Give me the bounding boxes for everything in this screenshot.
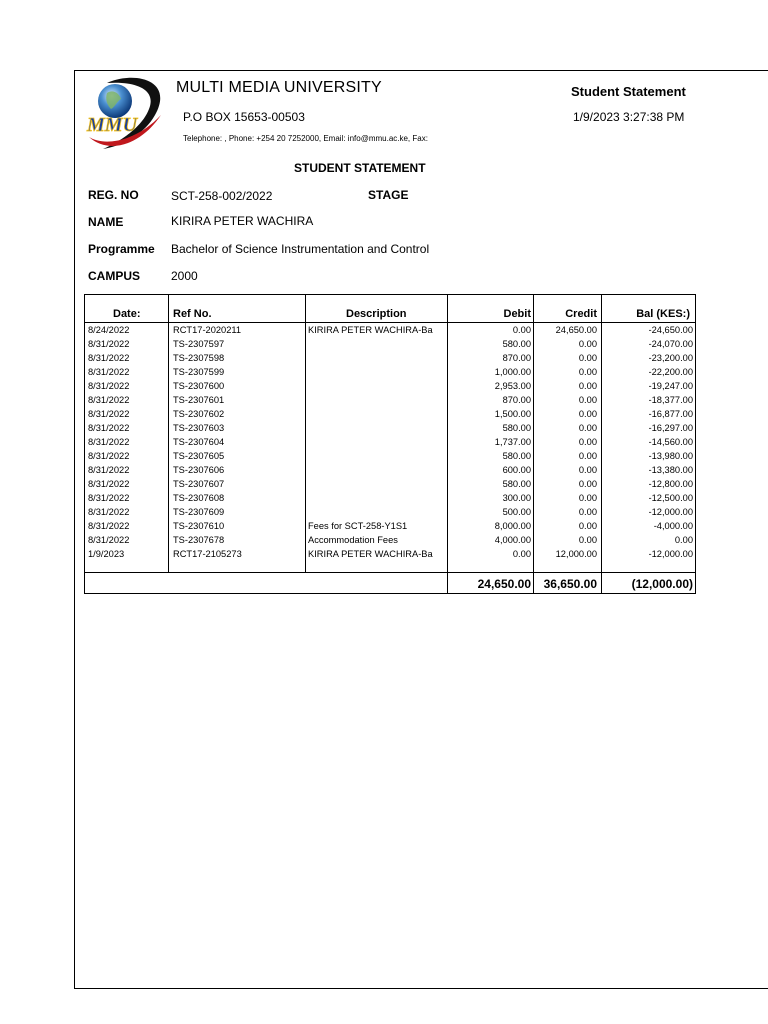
cell-debit: 870.00 <box>502 395 531 405</box>
cell-balance: -23,200.00 <box>648 353 693 363</box>
cell-ref: TS-2307603 <box>173 423 225 433</box>
cell-balance: -24,070.00 <box>648 339 693 349</box>
name-label: NAME <box>88 215 124 229</box>
table-row <box>85 323 695 337</box>
cell-ref: TS-2307598 <box>173 353 225 363</box>
cell-date: 8/31/2022 <box>88 507 130 517</box>
university-name: MULTI MEDIA UNIVERSITY <box>176 79 382 96</box>
totals-divider <box>85 572 695 573</box>
cell-credit: 0.00 <box>578 423 597 433</box>
cell-ref: TS-2307609 <box>173 507 225 517</box>
cell-date: 8/31/2022 <box>88 535 130 545</box>
logo-text: MMU <box>87 114 138 136</box>
total-balance: (12,000.00) <box>631 577 693 591</box>
cell-date: 1/9/2023 <box>88 549 125 559</box>
table-row <box>85 421 695 435</box>
cell-debit: 0.00 <box>512 549 531 559</box>
header-debit: Debit <box>503 308 531 320</box>
cell-date: 8/31/2022 <box>88 465 130 475</box>
table-row <box>85 505 695 519</box>
cell-credit: 0.00 <box>578 493 597 503</box>
cell-balance: -14,560.00 <box>648 437 693 447</box>
cell-description: KIRIRA PETER WACHIRA-Ba <box>308 549 433 559</box>
cell-ref: TS-2307601 <box>173 395 225 405</box>
name-value: KIRIRA PETER WACHIRA <box>171 214 314 228</box>
total-credit: 36,650.00 <box>543 577 597 591</box>
cell-balance: 0.00 <box>674 535 693 545</box>
total-debit: 24,650.00 <box>477 577 531 591</box>
cell-date: 8/31/2022 <box>88 395 130 405</box>
programme-label: Programme <box>88 242 155 256</box>
cell-ref: TS-2307610 <box>173 521 225 531</box>
cell-balance: -12,500.00 <box>648 493 693 503</box>
cell-balance: -16,877.00 <box>648 409 693 419</box>
table-row <box>85 533 695 547</box>
cell-balance: -4,000.00 <box>653 521 693 531</box>
cell-credit: 0.00 <box>578 465 597 475</box>
cell-credit: 12,000.00 <box>555 549 597 559</box>
programme-value: Bachelor of Science Instrumentation and Control <box>171 242 430 256</box>
cell-balance: -13,980.00 <box>648 451 693 461</box>
cell-ref: TS-2307599 <box>173 367 225 377</box>
reg-no-value: SCT-258-002/2022 <box>171 189 273 203</box>
statement-datetime: 1/9/2023 3:27:38 PM <box>573 110 685 124</box>
table-row <box>85 547 695 561</box>
cell-credit: 0.00 <box>578 353 597 363</box>
cell-date: 8/31/2022 <box>88 479 130 489</box>
cell-ref: TS-2307606 <box>173 465 225 475</box>
cell-date: 8/31/2022 <box>88 451 130 461</box>
cell-debit: 870.00 <box>502 353 531 363</box>
cell-debit: 580.00 <box>502 451 531 461</box>
cell-ref: TS-2307678 <box>173 535 225 545</box>
cell-date: 8/31/2022 <box>88 353 130 363</box>
cell-credit: 0.00 <box>578 479 597 489</box>
cell-ref: TS-2307608 <box>173 493 225 503</box>
cell-credit: 0.00 <box>578 381 597 391</box>
po-box: P.O BOX 15653-00503 <box>183 110 305 124</box>
campus-value: 2000 <box>171 269 198 283</box>
header-date: Date: <box>113 308 141 320</box>
cell-debit: 2,953.00 <box>494 381 531 391</box>
table-row <box>85 393 695 407</box>
table-row <box>85 463 695 477</box>
header-credit: Credit <box>565 308 597 320</box>
cell-credit: 24,650.00 <box>555 325 597 335</box>
mmu-logo <box>85 75 167 153</box>
table-row <box>85 519 695 533</box>
cell-debit: 300.00 <box>502 493 531 503</box>
cell-date: 8/31/2022 <box>88 367 130 377</box>
cell-ref: TS-2307604 <box>173 437 225 447</box>
cell-date: 8/31/2022 <box>88 423 130 433</box>
cell-credit: 0.00 <box>578 451 597 461</box>
cell-description: Accommodation Fees <box>308 535 398 545</box>
cell-ref: RCT17-2105273 <box>173 549 242 559</box>
cell-debit: 1,737.00 <box>494 437 531 447</box>
cell-credit: 0.00 <box>578 395 597 405</box>
cell-date: 8/31/2022 <box>88 521 130 531</box>
campus-label: CAMPUS <box>88 269 141 283</box>
cell-balance: -24,650.00 <box>648 325 693 335</box>
cell-debit: 580.00 <box>502 479 531 489</box>
cell-credit: 0.00 <box>578 535 597 545</box>
cell-balance: -16,297.00 <box>648 423 693 433</box>
cell-credit: 0.00 <box>578 507 597 517</box>
cell-credit: 0.00 <box>578 409 597 419</box>
header-ref: Ref No. <box>173 308 212 320</box>
cell-debit: 1,000.00 <box>494 367 531 377</box>
cell-debit: 8,000.00 <box>494 521 531 531</box>
table-row <box>85 337 695 351</box>
cell-credit: 0.00 <box>578 339 597 349</box>
cell-description: KIRIRA PETER WACHIRA-Ba <box>308 325 433 335</box>
cell-ref: TS-2307597 <box>173 339 225 349</box>
cell-date: 8/31/2022 <box>88 409 130 419</box>
cell-balance: -22,200.00 <box>648 367 693 377</box>
header-balance: Bal (KES:) <box>636 308 690 320</box>
cell-description: Fees for SCT-258-Y1S1 <box>308 521 408 531</box>
cell-debit: 500.00 <box>502 507 531 517</box>
cell-balance: -13,380.00 <box>648 465 693 475</box>
statement-heading: Student Statement <box>571 84 686 99</box>
cell-credit: 0.00 <box>578 521 597 531</box>
cell-balance: -19,247.00 <box>648 381 693 391</box>
cell-credit: 0.00 <box>578 437 597 447</box>
stage-label: STAGE <box>368 188 409 202</box>
cell-ref: TS-2307605 <box>173 451 225 461</box>
cell-date: 8/31/2022 <box>88 381 130 391</box>
statement-title: STUDENT STATEMENT <box>294 161 426 175</box>
table-row <box>85 435 695 449</box>
table-row <box>85 379 695 393</box>
table-row <box>85 365 695 379</box>
table-body <box>85 323 695 561</box>
cell-date: 8/31/2022 <box>88 339 130 349</box>
cell-debit: 580.00 <box>502 423 531 433</box>
cell-debit: 600.00 <box>502 465 531 475</box>
statement-table <box>84 294 696 594</box>
cell-ref: RCT17-2020211 <box>173 325 242 335</box>
cell-debit: 4,000.00 <box>494 535 531 545</box>
contact-info: Telephone: , Phone: +254 20 7252000, Email: info@mmu.ac.ke, Fax: <box>183 134 428 143</box>
table-row <box>85 407 695 421</box>
cell-balance: -12,000.00 <box>648 549 693 559</box>
cell-credit: 0.00 <box>578 367 597 377</box>
cell-debit: 580.00 <box>502 339 531 349</box>
cell-date: 8/31/2022 <box>88 437 130 447</box>
cell-date: 8/24/2022 <box>88 325 130 335</box>
cell-balance: -12,000.00 <box>648 507 693 517</box>
table-row <box>85 449 695 463</box>
cell-balance: -12,800.00 <box>648 479 693 489</box>
cell-ref: TS-2307607 <box>173 479 225 489</box>
header-description: Description <box>346 308 407 320</box>
cell-ref: TS-2307600 <box>173 381 225 391</box>
cell-debit: 1,500.00 <box>494 409 531 419</box>
cell-balance: -18,377.00 <box>648 395 693 405</box>
cell-date: 8/31/2022 <box>88 493 130 503</box>
cell-debit: 0.00 <box>512 325 531 335</box>
table-row <box>85 477 695 491</box>
cell-ref: TS-2307602 <box>173 409 225 419</box>
reg-no-label: REG. NO <box>88 188 139 202</box>
table-row <box>85 351 695 365</box>
table-row <box>85 491 695 505</box>
